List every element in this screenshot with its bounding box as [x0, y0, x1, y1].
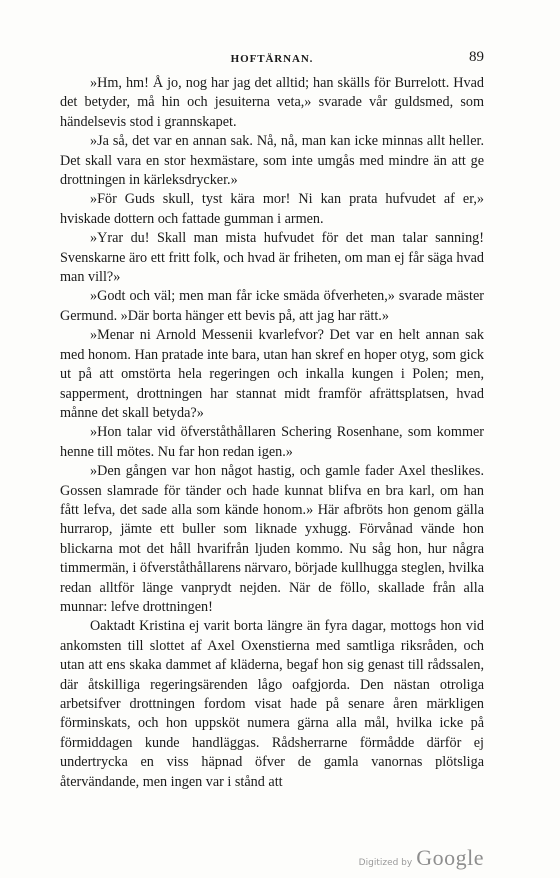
body-text — [60, 74, 484, 792]
paragraph: »Den gången var hon något hastig, och gamle fader Axel theslikes. Gossen slamrade för tänder och hade kunnat blifva en bra karl, om han fått lefva, det sade alla som kände honom.» Här afbröts hon genom gälla hurrarop, jämte ett buller som liknade yxhugg. Förvånad vände hon blickarna mot det håll hvarifrån ljuden kommo. Nu såg hon, hur några timmermän, i öfverståthållarens närvaro, började kullhugga steglen, hvilka redan alltför länge vanprydt nejden. När de föllo, skallade från alla munnar: lefve drottningen! — [60, 463, 484, 615]
digitization-watermark — [359, 845, 484, 871]
paragraph: »Ja så, det var en annan sak. Nå, nå, man kan icke minnas allt heller. Det skall vara en stor hexmästare, som inte umgås med mindre än att ge drottningen in kärleksdrycker.» — [60, 133, 484, 189]
paragraph: »Hon talar vid öfverståthållaren Schering Rosenhane, som kommer henne till mötes. Nu far hon redan igen.» — [60, 424, 484, 460]
paragraph: »För Guds skull, tyst kära mor! Ni kan prata hufvudet af er,» hviskade dottern och fattade gumman i armen. — [60, 191, 484, 227]
paragraph: »Menar ni Arnold Messenii kvarlefvor? Det var en helt annan sak med honom. Han pratade inte bara, utan han skref en hoper otyg, som gick ut på att omstörta hela regeringen och inkalla kungen i Polen; men, sapperment, drottningen har stannat midt framför afrättsplatsen, hvad månne det skall betyda?» — [60, 327, 484, 421]
page-header — [60, 49, 484, 73]
running-head: HOFTÄRNAN. — [230, 53, 314, 65]
paragraph: »Hm, hm! Å jo, nog har jag det alltid; han skälls för Burrelott. Hvad det betyder, må hin och jesuiterna veta,» svarade vår guldsmed, som händelsevis stod i grannskapet. — [60, 75, 484, 130]
digitized-by-label: Digitized by — [358, 858, 413, 868]
paragraph: Oaktadt Kristina ej varit borta längre än fyra dagar, mottogs hon vid ankomsten till slottet af Axel Oxenstierna med samtliga riksråden, och utan att ens skaka dammet af kläderna, begaf hon sig genast till rådssalen, där åtskilliga regeringsärenden lågo oafgjorda. Den nästan otroliga arbetsifver drottningen fordom visat hade på senare åren märkligen förminskats, och hon uppsköt numera gärna alla mål, hvilka icke på förmiddagen kunde handläggas. Rådsherrarne förmådde därför ej undertrycka en viss häpnad öfver de gamla vanornas plötsliga återvändande, men ingen var i stånd att — [60, 618, 484, 790]
google-logo: Google — [416, 845, 484, 870]
page-number: 89 — [469, 49, 484, 65]
paragraph: »Yrar du! Skall man mista hufvudet för det man talar sanning! Svenskarne äro ett fritt folk, och hvad är friheten, om man ej får säga hvad man vill?» — [60, 230, 484, 286]
paragraph: »Godt och väl; men man får icke smäda öfverheten,» svarade mäster Germund. »Där borta hänger ett bevis på, att jag har rätt.» — [60, 288, 484, 324]
